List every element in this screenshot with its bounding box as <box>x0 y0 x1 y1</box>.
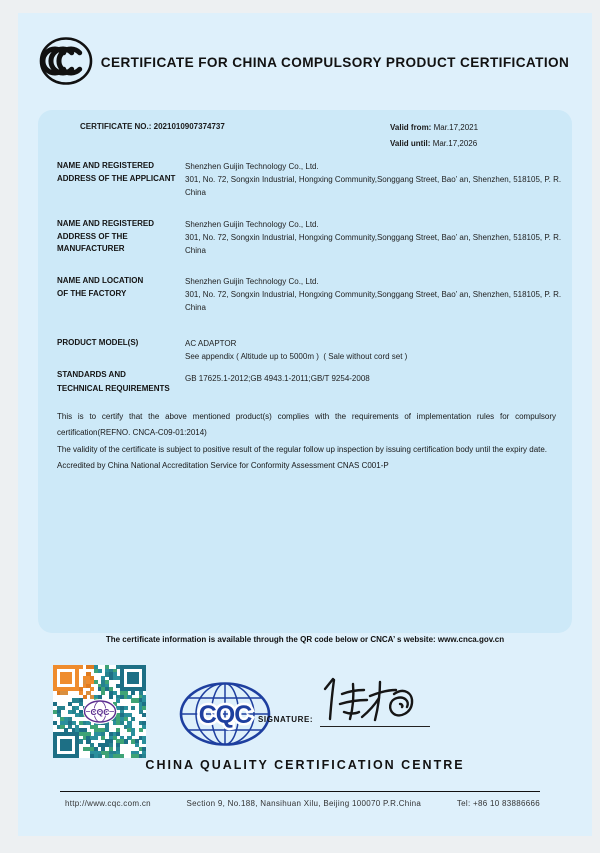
signature-label: SIGNATURE: <box>258 715 314 724</box>
certification-statements: This is to certify that the above mentioned product(s) complies with the requirements of implementation rules for compulsory certification(REFNO. CNCA-C09-01:2014) The validity of the certificate is subject to positive result of the regular follow up inspection by issuing certification body until the expiry date. Accredited by China National Accreditation Service for Conformity Assessment CNAS C001-P <box>57 412 556 471</box>
field-label: NAME AND REGISTERED ADDRESS OF THE APPLICANT <box>57 161 176 183</box>
field-value: Shenzhen Guijin Technology Co., Ltd. 301, No. 72, Songxin Industrial, Hongxing Community,Songgang Street, Bao’ an, Shenzhen, 518105, P. R. China <box>185 162 564 197</box>
valid-from: Valid from: Mar.17,2021 <box>390 123 479 132</box>
signature-line <box>320 726 430 727</box>
field-value: Shenzhen Guijin Technology Co., Ltd. 301, No. 72, Songxin Industrial, Hongxing Community,Songgang Street, Bao’ an, Shenzhen, 518105, P. R. China <box>185 277 564 312</box>
field-value: Shenzhen Guijin Technology Co., Ltd. 301, No. 72, Songxin Industrial, Hongxing Community,Songgang Street, Bao’ an, Shenzhen, 518105, P. R. China <box>185 220 564 255</box>
qr-notice-text: The certificate information is available through the QR code below or CNCA’ s website: www.cnca.gov.cn <box>105 635 505 644</box>
field-label: STANDARDS AND TECHNICAL REQUIREMENTS <box>57 370 170 393</box>
cqc-logo-icon <box>178 681 272 747</box>
field-row-factory <box>57 275 562 314</box>
field-label: NAME AND LOCATION OF THE FACTORY <box>57 276 144 298</box>
certificate-number <box>80 122 225 131</box>
field-value: GB 17625.1-2012;GB 4943.1-2011;GB/T 9254-2008 <box>185 374 370 383</box>
field-label: NAME AND REGISTERED ADDRESS OF THE MANUFACTURER <box>57 219 155 253</box>
ccc-mark-icon <box>38 35 94 87</box>
qr-code <box>53 665 146 758</box>
svg-text:CQC: CQC <box>90 707 109 717</box>
svg-text:CQC: CQC <box>198 701 252 729</box>
field-row-product-models <box>57 337 562 363</box>
certificate-number-value: 2021010907374737 <box>153 122 225 131</box>
field-value: AC ADAPTOR See appendix ( Altitude up to 5000m ) ( Sale without cord set ) <box>185 339 408 361</box>
qr-cqc-emblem-icon <box>83 699 117 724</box>
valid-until: Valid until: Mar.17,2026 <box>390 139 478 148</box>
organization-name: CHINA QUALITY CERTIFICATION CENTRE <box>145 758 465 772</box>
certificate-body-panel <box>38 110 572 633</box>
field-row-manufacturer <box>57 218 562 257</box>
signature-handwriting <box>322 674 422 724</box>
field-row-applicant <box>57 160 562 199</box>
footer-tel: Tel: +86 10 83886666 <box>456 799 540 808</box>
certificate-number-label: CERTIFICATE NO.: <box>80 122 152 131</box>
footer-divider <box>60 791 540 792</box>
footer <box>60 799 540 808</box>
certificate-page <box>18 13 592 836</box>
footer-website: http://www.cqc.com.cn <box>65 799 151 808</box>
field-label: PRODUCT MODEL(S) <box>57 338 139 347</box>
validity-dates <box>390 120 478 152</box>
footer-address: Section 9, No.188, Nansihuan Xilu, Beijing 100070 P.R.China <box>186 799 422 808</box>
certificate-title: CERTIFICATE FOR CHINA COMPULSORY PRODUCT CERTIFICATION <box>100 55 570 70</box>
field-row-standards <box>57 368 562 396</box>
